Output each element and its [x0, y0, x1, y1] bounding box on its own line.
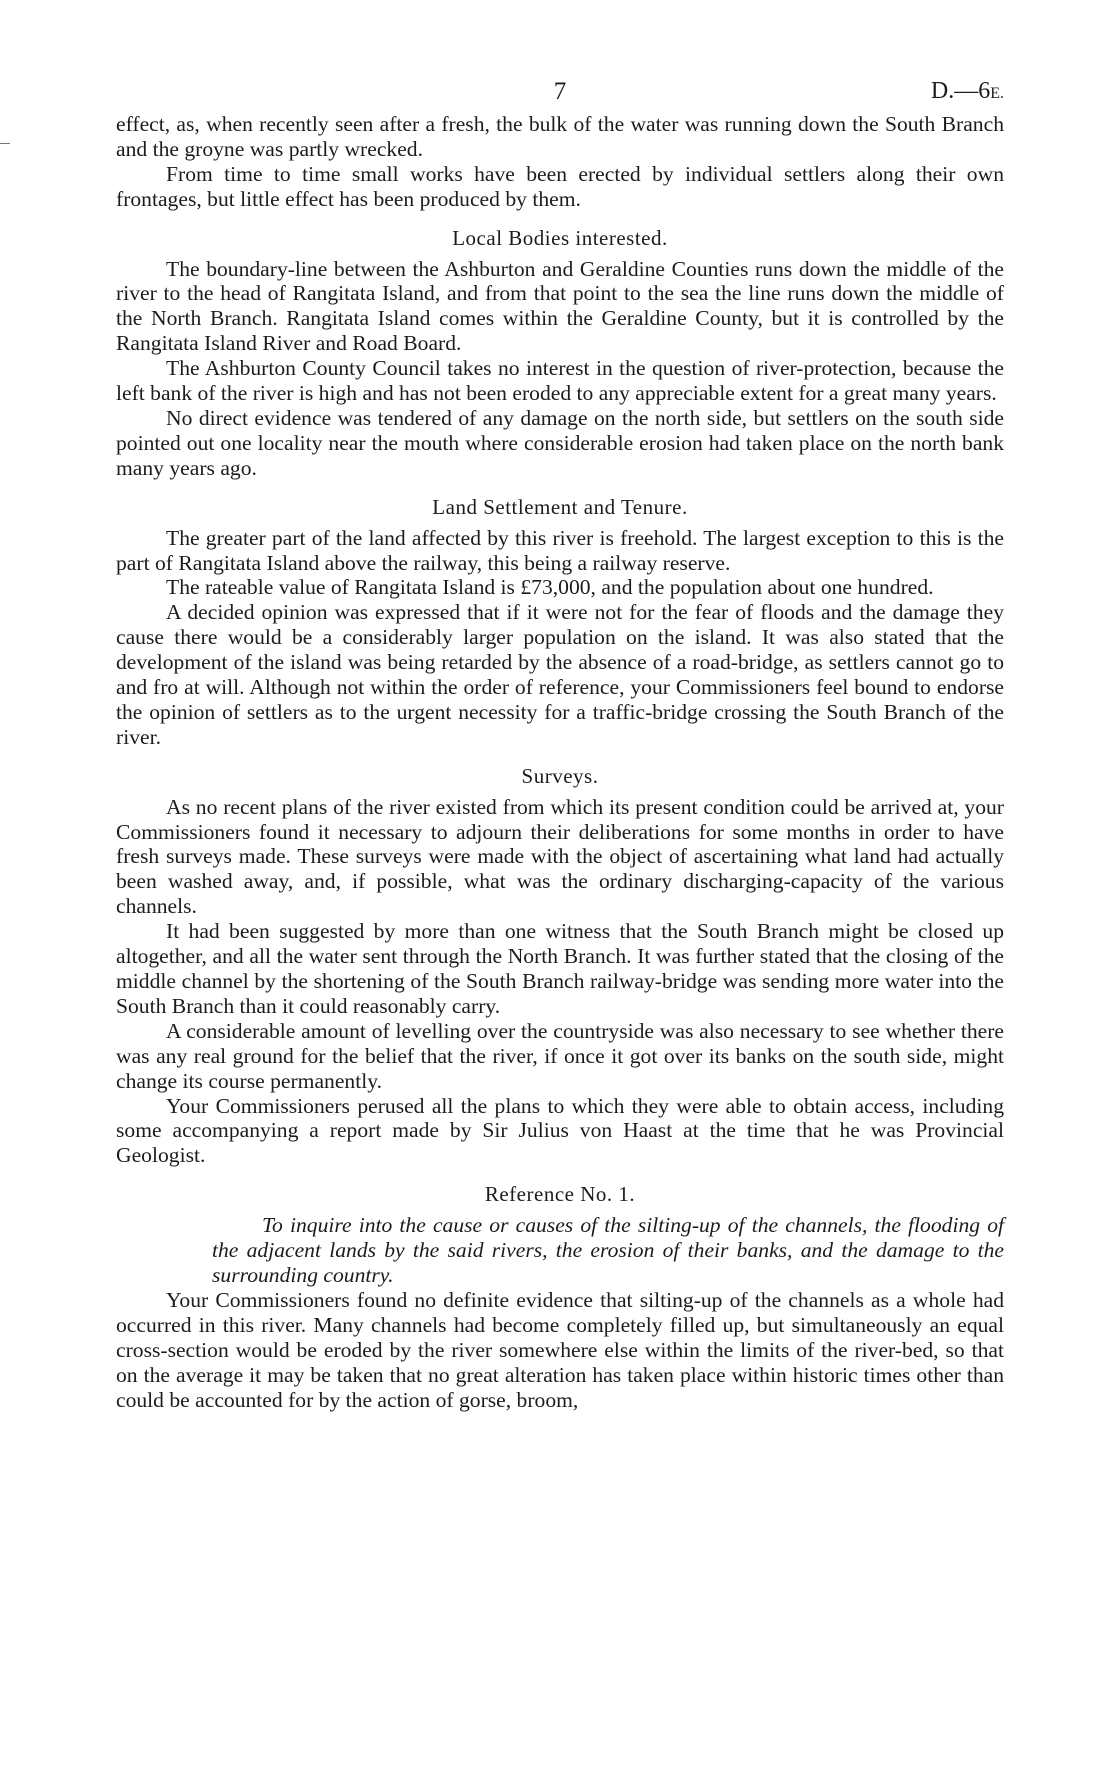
- document-body: [116, 112, 1004, 1412]
- page-number: 7: [553, 78, 567, 105]
- paragraph: A considerable amount of levelling over the countryside was also necessary to see whether there was any real ground for the belief that the river, if once it got over its banks on the south side, might change its course permanently.: [116, 1018, 1004, 1093]
- doc-ref-suffix: E.: [990, 85, 1004, 102]
- document-reference: [931, 78, 1004, 105]
- paragraph: A decided opinion was expressed that if it were not for the fear of floods and the damage they cause there would be a considerably larger population on the island. It was also stated that the development of the island was being retarded by the absence of a road-bridge, as settlers cannot go to and fro at will. Although not within the order of reference, your Commissioners feel bound to endorse the opinion of settlers as to the urgent necessity for a traffic-bridge crossing the South Branch of the river.: [116, 600, 1004, 749]
- page-header: [116, 78, 1004, 112]
- paragraph: From time to time small works have been erected by individual settlers along their own frontages, but little effect has been produced by them.: [116, 161, 1004, 211]
- paragraph: effect, as, when recently seen after a fresh, the bulk of the water was running down the South Branch and the groyne was partly wrecked.: [116, 112, 1004, 161]
- paragraph: The greater part of the land affected by this river is freehold. The largest exception to this is the part of Rangitata Island above the railway, this being a railway reserve.: [116, 525, 1004, 575]
- section-heading-land-settlement: Land Settlement and Tenure.: [432, 494, 688, 519]
- paragraph: Your Commissioners found no definite evidence that silting-up of the channels as a whole had occurred in this river. Many channels had become completely filled up, but simultaneously an equal cross-section would be eroded by the river somewhere else within the limits of the river-bed, so that on the average it may be taken that no great alteration has taken place within historic times other than could be accounted for by the action of gorse, broom,: [116, 1287, 1004, 1412]
- paragraph: The rateable value of Rangitata Island is £73,000, and the population about one hundred.: [166, 575, 934, 600]
- document-page: [116, 78, 1004, 1412]
- section-heading-reference-1: Reference No. 1.: [484, 1182, 636, 1207]
- section-heading-surveys: Surveys.: [521, 763, 599, 788]
- paragraph: Your Commissioners perused all the plans to which they were able to obtain access, including some accompanying a report made by Sir Julius von Haast at the time that he was Provincial Geologist.: [116, 1093, 1004, 1168]
- reference-terms: To inquire into the cause or causes of the silting-up of the channels, the flooding of the adjacent lands by the said rivers, the erosion of their banks, and the damage to the surrounding country.: [212, 1213, 1004, 1287]
- paragraph: As no recent plans of the river existed from which its present condition could be arrived at, your Commissioners found it necessary to adjourn their deliberations for some months in order to have fresh surveys made. These surveys were made with the object of ascertaining what land had actually been washed away, and, if possible, what was the ordinary discharging-capacity of the various channels.: [116, 794, 1004, 919]
- paragraph: The boundary-line between the Ashburton and Geraldine Counties runs down the middle of the river to the head of Rangitata Island, and from that point to the sea the line runs down the middle of the North Branch. Rangitata Island comes within the Geraldine County, but it is controlled by the Rangitata Island River and Road Board.: [116, 256, 1004, 356]
- paragraph: It had been suggested by more than one witness that the South Branch might be closed up altogether, and all the water sent through the North Branch. It was further stated that the closing of the middle channel by the shortening of the South Branch railway-bridge was sending more water into the South Branch than it could reasonably carry.: [116, 919, 1004, 1018]
- paragraph: No direct evidence was tendered of any damage on the north side, but settlers on the south side pointed out one locality near the mouth where considerable erosion had taken place on the north bank many years ago.: [116, 405, 1004, 480]
- section-heading-local-bodies: Local Bodies interested.: [452, 225, 668, 250]
- doc-ref-main: D.—6: [930, 78, 991, 104]
- margin-mark: [0, 143, 10, 144]
- paragraph: The Ashburton County Council takes no interest in the question of river-protection, because the left bank of the river is high and has not been eroded to any appreciable extent for a great many years.: [116, 356, 1004, 406]
